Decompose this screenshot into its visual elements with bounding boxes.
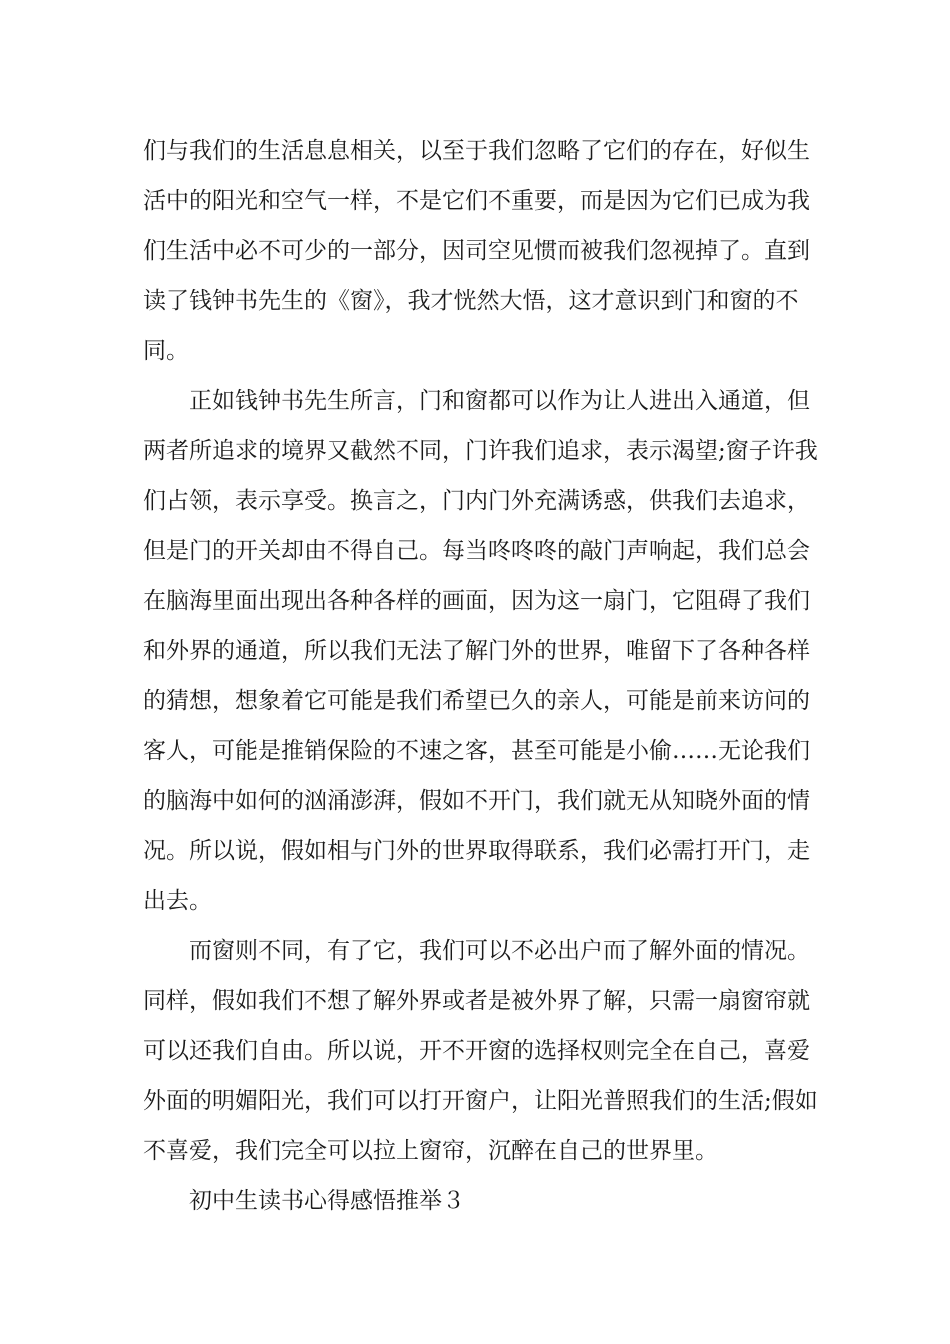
paragraph-1-line-1: 们与我们的生活息息相关，以至于我们忽略了它们的存在，好似生 — [143, 138, 810, 164]
paragraph-2-line-10: 况。所以说，假如相与门外的世界取得联系，我们必需打开门，走 — [143, 838, 810, 864]
paragraph-3-line-5: 不喜爱，我们完全可以拉上窗帘，沉醉在自己的世界里。 — [143, 1138, 718, 1164]
paragraph-2-line-5: 在脑海里面出现出各种各样的画面，因为这一扇门，它阻碍了我们 — [143, 588, 810, 614]
paragraph-2-line-2: 两者所追求的境界又截然不同，门许我们追求，表示渴望;窗子许我 — [143, 438, 818, 464]
paragraph-1-line-5: 同。 — [143, 338, 189, 364]
paragraph-3-line-1: 而窗则不同，有了它，我们可以不必出户而了解外面的情况。 — [189, 938, 810, 964]
paragraph-2-line-8: 客人，可能是推销保险的不速之客，甚至可能是小偷……无论我们 — [143, 738, 810, 764]
paragraph-2-line-1: 正如钱钟书先生所言，门和窗都可以作为让人进出入通道，但 — [189, 388, 810, 414]
paragraph-2-line-9: 的脑海中如何的汹涌澎湃，假如不开门，我们就无从知晓外面的情 — [143, 788, 810, 814]
paragraph-1-line-2: 活中的阳光和空气一样，不是它们不重要，而是因为它们已成为我 — [143, 188, 810, 214]
paragraph-2-line-11: 出去。 — [143, 888, 212, 914]
paragraph-1-line-4: 读了钱钟书先生的《窗》，我才恍然大悟，这才意识到门和窗的不 — [143, 288, 799, 314]
paragraph-3-line-4: 外面的明媚阳光，我们可以打开窗户，让阳光普照我们的生活;假如 — [143, 1088, 818, 1114]
paragraph-2-line-4: 但是门的开关却由不得自己。每当咚咚咚的敲门声响起，我们总会 — [143, 538, 810, 564]
paragraph-3-line-3: 可以还我们自由。所以说，开不开窗的选择权则完全在自己，喜爱 — [143, 1038, 810, 1064]
paragraph-2-line-3: 们占领，表示享受。换言之，门内门外充满诱惑，供我们去追求， — [143, 488, 810, 514]
section-heading: 初中生读书心得感悟推举３ — [189, 1188, 465, 1214]
paragraph-3-line-2: 同样，假如我们不想了解外界或者是被外界了解，只需一扇窗帘就 — [143, 988, 810, 1014]
paragraph-2-line-6: 和外界的通道，所以我们无法了解门外的世界，唯留下了各种各样 — [143, 638, 810, 664]
paragraph-2-line-7: 的猜想，想象着它可能是我们希望已久的亲人，可能是前来访问的 — [143, 688, 810, 714]
paragraph-1-line-3: 们生活中必不可少的一部分，因司空见惯而被我们忽视掉了。直到 — [143, 238, 810, 264]
